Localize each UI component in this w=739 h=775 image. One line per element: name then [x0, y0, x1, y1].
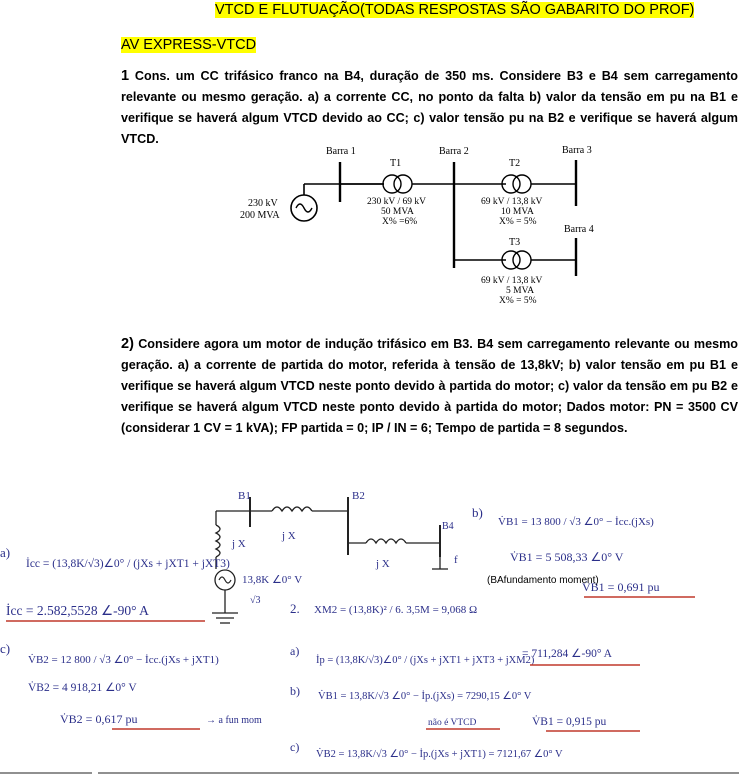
afundamento-note: (BAfundamento moment): [487, 575, 599, 586]
hw-b2: B2: [352, 490, 365, 502]
hw-c-label: c): [0, 641, 11, 656]
t1-coil-b: [394, 175, 412, 193]
hw-b4: B4: [442, 521, 454, 532]
hw-inductor-s: [216, 525, 220, 557]
hw-jxs: j X: [232, 538, 246, 550]
t3-coil-b: [513, 251, 531, 269]
hw-jxt1: j X: [282, 530, 296, 542]
hw-b1: B1: [238, 490, 251, 502]
source-voltage: 230 kV: [248, 198, 278, 209]
hw-src: 13,8K ∠0° V: [242, 574, 303, 586]
t2-reactance: X% = 5%: [499, 217, 537, 227]
hw-icc-eq: İcc = (13,8K/√3)∠0° / (jXs + jXT1 + jXT3): [26, 558, 230, 570]
hw-jxt3: j X: [376, 558, 390, 570]
hw-vb1-pu: V̇B1 = 0,691 pu: [582, 580, 660, 594]
t2-name: T2: [509, 158, 521, 169]
hw-vb2-val: V̇B2 = 4 918,21 ∠0° V: [28, 682, 137, 694]
question-1-number: 1: [121, 68, 130, 84]
question-1: [121, 66, 738, 150]
t1-reactance: X% =6%: [382, 217, 418, 227]
subtitle-text: AV EXPRESS-VTCD: [121, 37, 257, 53]
hw-vb2-pu: V̇B2 = 0,617 pu: [60, 712, 138, 726]
hw-xm: XM2 = (13,8K)² / 6. 3,5M = 9,068 Ω: [314, 604, 478, 616]
t2-power: 10 MVA: [501, 207, 534, 217]
hw-inductor-t1: [272, 507, 312, 511]
t1-coil-a: [383, 175, 401, 193]
t2-ratio: 69 kV / 13,8 kV: [481, 197, 543, 207]
question-1-text: Cons. um CC trifásico franco na B4, duração de 350 ms. Considere B3 e B4 sem carregamento relevante ou mesmo geração. a) a corrente CC, no ponto da falta b) valor da tensão em pu na B1 e verifique se haverá algum VTCD devido ao CC; c) valor tensão pu na B2 e verifique se haverá algum VTCD.: [121, 69, 738, 146]
hw-inductor-t3: [366, 539, 406, 543]
t3-ratio: 69 kV / 13,8 kV: [481, 276, 543, 286]
hw-vtcd: não é VTCD: [428, 718, 477, 728]
page-title: [215, 2, 694, 18]
t1-ratio: 230 kV / 69 kV: [367, 197, 426, 207]
hw-vb1-val: V̇B1 = 5 508,33 ∠0° V: [510, 550, 624, 564]
hw-vb1m-eq: V̇B1 = 13,8K/√3 ∠0° − İp.(jXs) = 7290,15 ∠0° V: [318, 691, 532, 702]
question-2-text: Considere agora um motor de indução trifásico em B3. B4 sem carregamento relevante ou mesmo geração. a) a corrente de partida do motor, referida à tensão de 13,8kV; b) valor tensão em pu B1 e verifique se haverá algum VTCD neste ponto devido à partida do motor; c) valor da tensão em pu B2 e verifique se haverá algum VTCD neste ponto devido à partida do motor; Dados motor: PN = 3500 CV (considerar 1 CV = 1 kVA); FP partida = 0; IP / IN = 6; Tempo de partida = 8 segundos.: [121, 337, 738, 435]
hw-afun: → a fun mom: [206, 715, 262, 726]
hw-source-wave: [219, 577, 231, 583]
question-2-number: 2): [121, 336, 134, 352]
t3-power: 5 MVA: [506, 286, 535, 296]
barra-2-label: Barra 2: [439, 146, 469, 157]
t2-coil-b: [513, 175, 531, 193]
handwritten-solution: [0, 485, 739, 775]
question-2: [121, 334, 738, 439]
t3-name: T3: [509, 237, 521, 248]
generator-wave: [296, 204, 312, 212]
hw-vb2m-eq: V̇B2 = 13,8K/√3 ∠0° − İp.(jXs + jXT1) = 7121,67 ∠0° V: [316, 749, 563, 760]
hw-ip-label: a): [290, 644, 300, 658]
barra-4-label: Barra 4: [564, 224, 594, 235]
title-text: VTCD E FLUTUAÇÃO(TODAS RESPOSTAS SÃO GABARITO DO PROF): [215, 2, 695, 18]
barra-1-label: Barra 1: [326, 146, 356, 157]
hw-b2-label: b): [290, 684, 300, 698]
source-power: 200 MVA: [240, 210, 280, 221]
hw-a-label: a): [0, 545, 11, 560]
t3-reactance: X% = 5%: [499, 296, 537, 305]
hw-q2-label: 2.: [290, 601, 300, 616]
hw-f1: f: [454, 554, 458, 566]
hw-b-label: b): [472, 505, 483, 520]
hw-c2-label: c): [290, 740, 300, 754]
hw-vb1m-pu: V̇B1 = 0,915 pu: [532, 716, 607, 728]
power-system-diagram: [236, 140, 616, 305]
page-subtitle: [121, 37, 256, 53]
t1-name: T1: [390, 158, 402, 169]
hw-ip-eq: İp = (13,8K/√3)∠0° / (jXs + jXT1 + jXT3 + jXM2): [316, 655, 535, 666]
hw-ip-res: = 711,284 ∠-90° A: [522, 648, 612, 660]
hw-src-den: √3: [250, 595, 261, 606]
hw-vb2-eq: V̇B2 = 12 800 / √3 ∠0° − İcc.(jXs + jXT1): [28, 654, 219, 666]
hw-icc-res: İcc = 2.582,5528 ∠-90° A: [6, 603, 149, 618]
t1-power: 50 MVA: [381, 207, 414, 217]
barra-3-label: Barra 3: [562, 145, 592, 156]
hw-vb1-eq: V̇B1 = 13 800 / √3 ∠0° − İcc.(jXs): [498, 516, 654, 528]
